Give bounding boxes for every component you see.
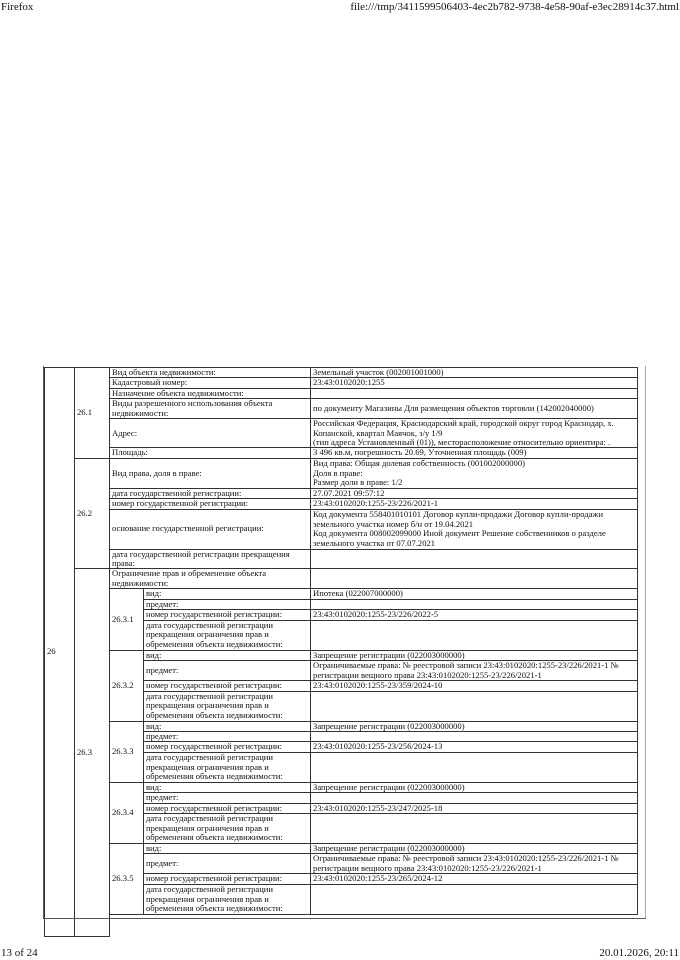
encumbrance-predmet-value [311,731,638,741]
field-label: Вид права, доля в праве: [110,458,311,488]
field-label: Виды разрешенного использования объекта недвижимости: [110,399,311,419]
encumbrance-predmet-label: предмет: [144,661,311,681]
field-label: Площадь: [110,448,311,458]
encumbrance-number: 26.3.4 [110,782,144,843]
table-row [45,448,638,458]
encumbrance-nomer-value: 23:43:0102020:1255-23/265/2024-12 [311,874,638,884]
encumbrance-vid-label: вид: [144,843,311,853]
encumbrance-number: 26.3.5 [110,843,144,914]
field-label: Кадастровый номер: [110,378,311,388]
encumbrance-nomer-value: 23:43:0102020:1255-23/359/2024-10 [311,681,638,691]
field-label: основание государственной регистрации: [110,509,311,549]
subsection-number: 26.3 [75,569,110,936]
encumbrance-number: 26.3.1 [110,589,144,650]
encumbrance-data-value [311,752,638,782]
encumbrance-predmet-value [311,599,638,609]
encumbrance-nomer-value: 23:43:0102020:1255-23/256/2024-13 [311,742,638,752]
encumbrance-predmet-value [311,793,638,803]
table-row [45,399,638,419]
encumbrance-data-value [311,620,638,650]
table-row [45,499,638,509]
table-row [45,549,638,569]
field-value [311,569,638,589]
encumbrance-vid-value: Запрещение регистрации (022003000000) [311,843,638,853]
encumbrance-data-value [311,691,638,721]
encumbrance-data-label: дата государственной регистрации прекращения ограничения прав и обременения объекта недвижимости: [144,691,311,721]
encumbrance-predmet-label: предмет: [144,731,311,741]
encumbrance-vid-value: Запрещение регистрации (022003000000) [311,782,638,792]
table-row [45,388,638,398]
page-number: 13 of 24 [1,947,38,959]
field-label: дата государственной регистрации: [110,488,311,498]
encumbrance-predmet-value: Ограничиваемые права: № реестровой записи 23:43:0102020:1255-23/226/2021-1 № регистрации вещного права 23:43:0102020:1255-23/226/2021-1 [311,854,638,874]
encumbrance-vid-label: вид: [144,650,311,660]
print-datetime: 20.01.2026, 20:11 [599,947,679,959]
encumbrance-nomer-label: номер государственной регистрации: [144,803,311,813]
field-label: Вид объекта недвижимости: [110,368,311,378]
table-row [45,488,638,498]
encumbrance-predmet-label: предмет: [144,793,311,803]
encumbrance-data-label: дата государственной регистрации прекращения ограничения прав и обременения объекта недвижимости: [144,884,311,914]
encumbrance-data-value [311,884,638,914]
table-row [45,914,638,936]
encumbrance-predmet-value: Ограничиваемые права: № реестровой записи 23:43:0102020:1255-23/226/2021-1 № регистрации вещного права 23:43:0102020:1255-23/226/2021-1 [311,661,638,681]
encumbrance-vid-value: Запрещение регистрации (022003000000) [311,721,638,731]
encumbrance-nomer-label: номер государственной регистрации: [144,610,311,620]
encumbrance-vid-label: вид: [144,782,311,792]
field-value [311,388,638,398]
field-value: 3 496 кв.м, погрешность 20.69, Уточненная площадь (009) [311,448,638,458]
registry-table [44,367,638,937]
field-value: 27.07.2021 09:57:12 [311,488,638,498]
empty-cell [110,914,638,936]
table-row [45,650,638,660]
subsection-number: 26.2 [75,458,110,569]
encumbrance-data-label: дата государственной регистрации прекращения ограничения прав и обременения объекта недвижимости: [144,620,311,650]
table-row [45,782,638,792]
table-row [45,419,638,448]
field-label: дата государственной регистрации прекращения права: [110,549,311,569]
encumbrance-vid-value: Ипотека (022007000000) [311,589,638,599]
field-value: Код документа 558401010101 Договор купли-продажи Договор купли-продажи земельного участка номер б/н от 19.04.2021 Код документа 008002099000 Иной документ Решение собственников о разделе земельного участка от 07.07.2021 [311,509,638,549]
table-row [45,721,638,731]
encumbrance-predmet-label: предмет: [144,599,311,609]
encumbrance-number: 26.3.3 [110,721,144,782]
encumbrance-nomer-label: номер государственной регистрации: [144,681,311,691]
encumbrance-predmet-label: предмет: [144,854,311,874]
encumbrance-vid-label: вид: [144,589,311,599]
field-value: 23:43:0102020:1255 [311,378,638,388]
encumbrance-data-label: дата государственной регистрации прекращения ограничения прав и обременения объекта недвижимости: [144,752,311,782]
encumbrance-vid-label: вид: [144,721,311,731]
field-label: Адрес: [110,419,311,448]
encumbrance-data-value [311,813,638,843]
subsection-number: 26.1 [75,368,110,459]
field-label: номер государственной регистрации: [110,499,311,509]
field-value [311,549,638,569]
table-row [45,368,638,378]
field-value: 23:43:0102020:1255-23/226/2021-1 [311,499,638,509]
encumbrance-nomer-value: 23:43:0102020:1255-23/226/2022-5 [311,610,638,620]
encumbrance-vid-value: Запрещение регистрации (022003000000) [311,650,638,660]
encumbrance-number: 26.3.2 [110,650,144,721]
table-row [45,378,638,388]
field-value: по документу Магазины Для размещения объектов торговли (142002040000) [311,399,638,419]
section-number: 26 [45,368,75,937]
table-row [45,509,638,549]
encumbrance-nomer-label: номер государственной регистрации: [144,742,311,752]
table-row [45,843,638,853]
field-value: Вид права: Общая долевая собственность (001002000000) Доля в праве: Размер доли в праве: 1/2 [311,458,638,488]
encumbrance-data-label: дата государственной регистрации прекращения ограничения прав и обременения объекта недвижимости: [144,813,311,843]
table-row [45,458,638,488]
field-value: Российская Федерация, Краснодарский край, городской округ город Краснодар, х. Копанской, квартал Маячок, з/у 1/9 (тип адреса Установленный (01)), месторасположение относительно ориентира: . [311,419,638,448]
browser-title: Firefox [1,1,34,13]
encumbrance-header: Ограничение прав и обременение объекта недвижимости: [110,569,311,589]
encumbrance-nomer-value: 23:43:0102020:1255-23/247/2025-18 [311,803,638,813]
table-row [45,569,638,589]
page-url: file:///tmp/3411599506403-4ec2b782-9738-4e58-90af-e3ec28914c37.html [350,1,679,13]
field-value: Земельный участок (002001001000) [311,368,638,378]
table-row [45,589,638,599]
encumbrance-nomer-label: номер государственной регистрации: [144,874,311,884]
field-label: Назначение объекта недвижимости: [110,388,311,398]
